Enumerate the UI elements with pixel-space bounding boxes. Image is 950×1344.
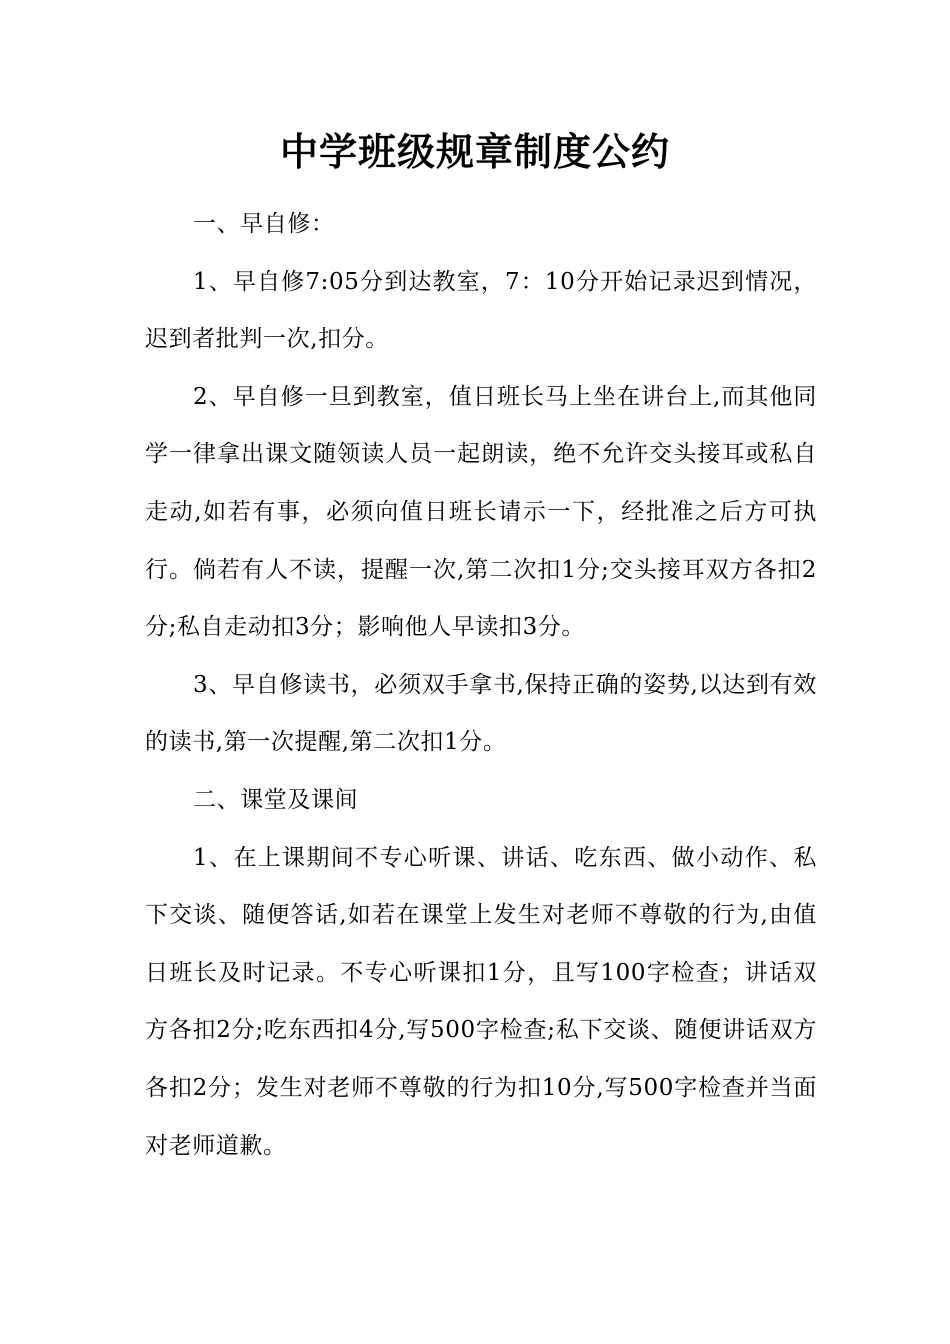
section-heading-morning-study: 一、早自修： [193,211,335,237]
rule-paragraph: 2、早自修一旦到教室，值日班长马上坐在讲台上,而其他同学一律拿出课文随领读人员一起朗读，绝不允许交头接耳或私自走动,如若有事，必须向值日班长请示一下，经批准之后方可执行。倘若有人不读，提醒一次,第二次扣1分;交头接耳双方各扣2分;私自走动扣3分；影响他人早读扣3分。 [145,383,817,641]
rule-paragraph: 1、在上课期间不专心听课、讲话、吃东西、做小动作、私下交谈、随便答话,如若在课堂上发生对老师不尊敬的行为,由值日班长及时记录。不专心听课扣1分，且写100字检查；讲话双方各扣2分;吃东西扣4分,写500字检查;私下交谈、随便讲话双方各扣2分；发生对老师不尊敬的行为扣10分,写500字检查并当面对老师道歉。 [145,844,817,1159]
document-body [145,196,817,1175]
rule-paragraph: 3、早自修读书，必须双手拿书,保持正确的姿势,以达到有效的读书,第一次提醒,第二次扣1分。 [145,671,817,756]
section-heading-classroom: 二、课堂及课间 [193,786,359,813]
page-title: 中学班级规章制度公约 [279,130,670,174]
rule-paragraph: 1、早自修7:05分到达教室，7：10分开始记录迟到情况，迟到者批判一次,扣分。 [145,268,817,353]
